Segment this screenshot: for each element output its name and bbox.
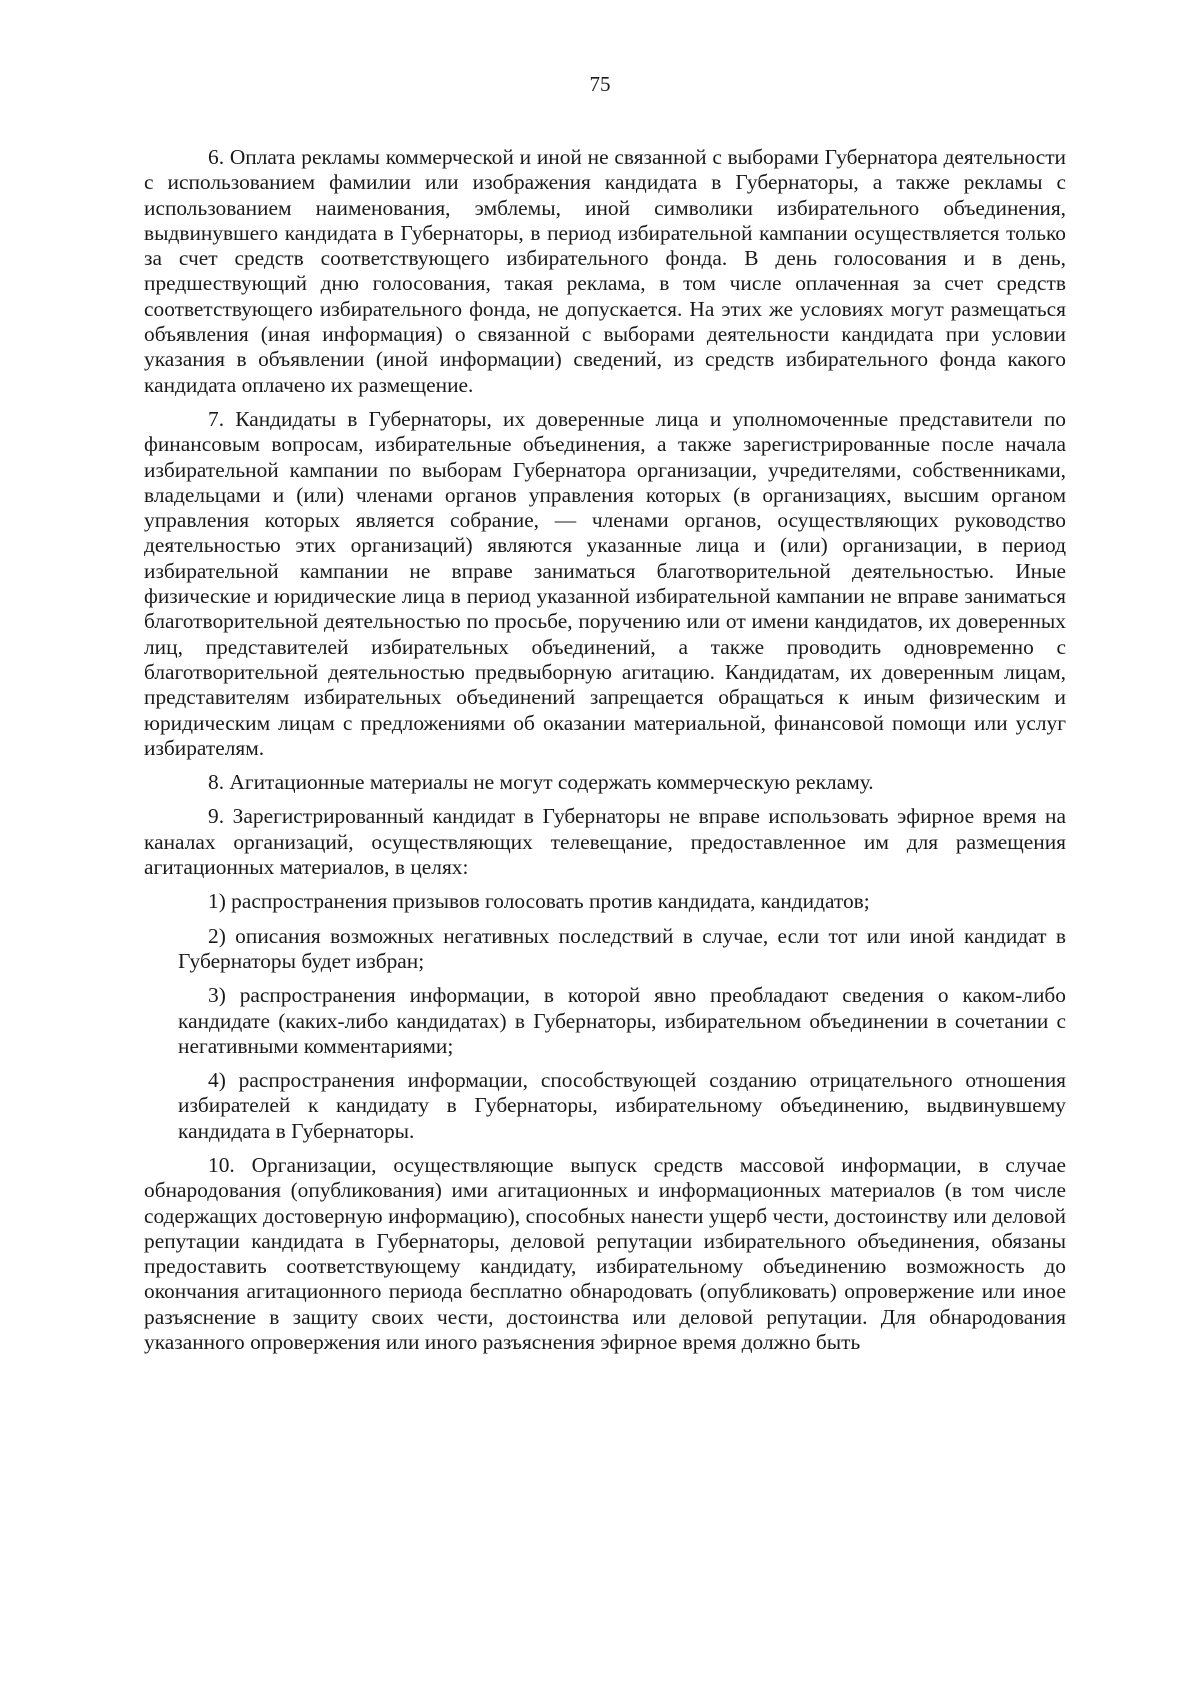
subparagraph-3: 3) распространения информации, в которой явно преобладают сведения о каком-либо кандидате (каких-либо кандидатах) в Губернаторы, избирательном объединении в сочетании с негативными комментариями;	[178, 983, 1066, 1058]
subparagraph-2: 2) описания возможных негативных последствий в случае, если тот или иной кандидат в Губернаторы будет избран;	[178, 923, 1066, 973]
subparagraph-1: 1) распространения призывов голосовать против кандидата, кандидатов;	[208, 889, 870, 914]
paragraph-7: 7. Кандидаты в Губернаторы, их доверенные лица и уполномоченные представители по финансовым вопросам, избирательные объединения, а также зарегистрированные после начала избирательной кампании по выборам Губернатора организации, учредителями, собственниками, владельцами и (или) членами органов управления которых (в организациях, высшим органом управления которых является собрание, — членами органов, осуществляющих руководство деятельностью этих организаций) являются указанные лица и (или) организации, в период избирательной кампании не вправе заниматься благотворительной деятельностью. Иные физические и юридические лица в период указанной избирательной кампании не вправе заниматься благотворительной деятельностью по просьбе, поручению или от имени кандидатов, их доверенных лиц, представителей избирательных объединений, а также проводить одновременно с благотворительной деятельностью предвыборную агитацию. Кандидатам, их доверенным лицам, представителям избирательных объединений запрещается обращаться к иным физическим и юридическим лицам с предложениями об оказании материальной, финансовой помощи или услуг избирателям.	[144, 406, 1066, 760]
document-body	[144, 145, 1066, 1364]
paragraph-8: 8. Агитационные материалы не могут содержать коммерческую рекламу.	[208, 770, 874, 795]
page-number: 75	[589, 72, 611, 96]
paragraph-10: 10. Организации, осуществляющие выпуск средств массовой информации, в случае обнародования (опубликования) ими агитационных и информационных материалов (в том числе содержащих достоверную информацию), способных нанести ущерб чести, достоинству или деловой репутации кандидата в Губернаторы, деловой репутации избирательного объединения, обязаны предоставить соответствующему кандидату, избирательному объединению возможность до окончания агитационного периода бесплатно обнародовать (опубликовать) опровержение или иное разъяснение в защиту своих чести, достоинства или деловой репутации. Для обнародования указанного опровержения или иного разъяснения эфирное время должно быть	[144, 1152, 1066, 1355]
paragraph-9: 9. Зарегистрированный кандидат в Губернаторы не вправе использовать эфирное время на каналах организаций, осуществляющих телевещание, предоставленное им для размещения агитационных материалов, в целях:	[144, 804, 1066, 880]
paragraph-6: 6. Оплата рекламы коммерческой и иной не связанной с выборами Губернатора деятельности с использованием фамилии или изображения кандидата в Губернаторы, а также рекламы с использованием наименования, эмблемы, иной символики избирательного объединения, выдвинувшего кандидата в Губернаторы, в период избирательной кампании осуществляется только за счет средств соответствующего избирательного фонда. В день голосования и в день, предшествующий дню голосования, такая реклама, в том числе оплаченная за счет средств соответствующего избирательного фонда, не допускается. На этих же условиях могут размещаться объявления (иная информация) о связанной с выборами деятельности кандидата при условии указания в объявлении (иной информации) сведений, из средств избирательного фонда какого кандидата оплачено их размещение.	[144, 145, 1066, 397]
subparagraph-4: 4) распространения информации, способствующей созданию отрицательного отношения избирателей к кандидату в Губернаторы, избирательному объединению, выдвинувшему кандидата в Губернаторы.	[178, 1068, 1066, 1143]
